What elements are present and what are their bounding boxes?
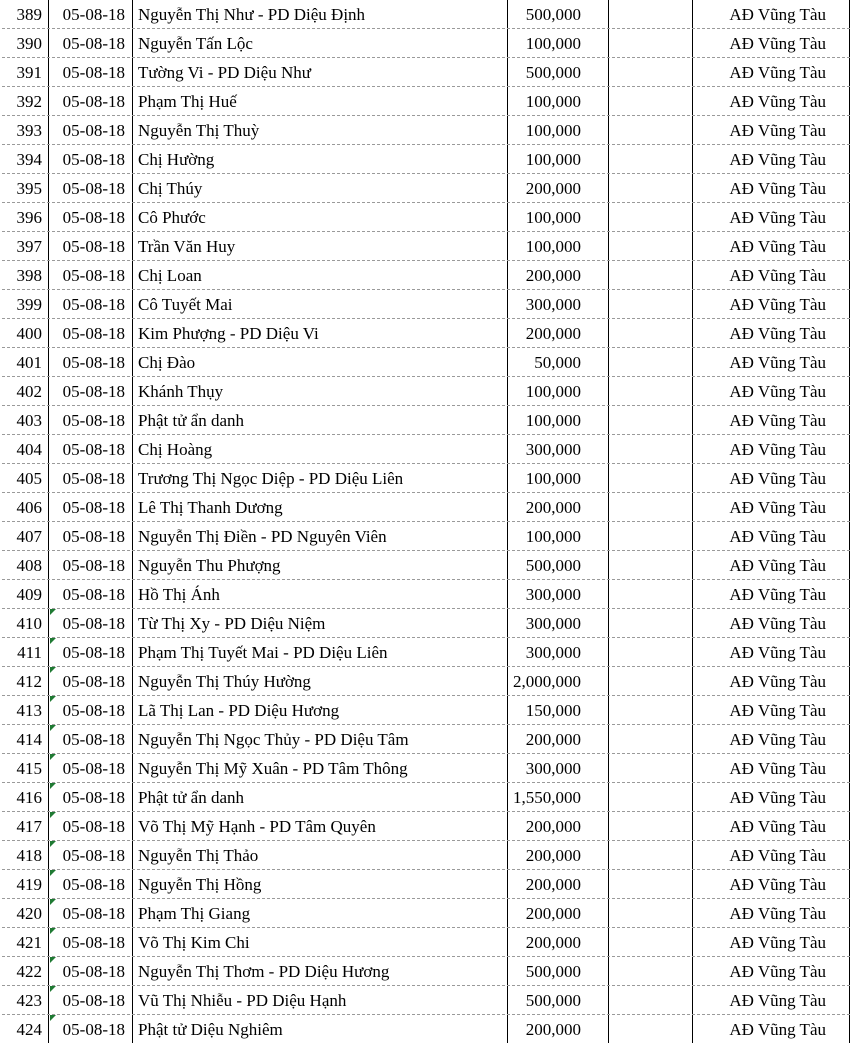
date-cell[interactable]: 05-08-18 — [50, 348, 133, 376]
row-number-cell[interactable]: 424 — [2, 1015, 49, 1043]
table-row — [2, 870, 850, 899]
empty-cell[interactable] — [610, 58, 693, 86]
amount-cell[interactable]: 100,000 — [509, 203, 609, 231]
table-row — [2, 435, 850, 464]
donor-name-cell[interactable]: Nguyễn Thị Mỹ Xuân - PD Tâm Thông — [134, 754, 508, 782]
date-cell[interactable]: 05-08-18 — [50, 812, 133, 840]
date-cell[interactable]: 05-08-18 — [50, 1015, 133, 1043]
empty-cell[interactable] — [610, 812, 693, 840]
date-cell[interactable]: 05-08-18 — [50, 203, 133, 231]
table-row — [2, 957, 850, 986]
empty-cell[interactable] — [610, 580, 693, 608]
donor-name-cell[interactable]: Trần Văn Huy — [134, 232, 508, 260]
donor-name-cell[interactable]: Nguyễn Thị Thúy Hường — [134, 667, 508, 695]
donor-name-cell[interactable]: Cô Tuyết Mai — [134, 290, 508, 318]
amount-cell[interactable]: 100,000 — [509, 377, 609, 405]
table-row — [2, 580, 850, 609]
date-cell[interactable]: 05-08-18 — [50, 435, 133, 463]
empty-cell[interactable] — [610, 928, 693, 956]
table-row — [2, 319, 850, 348]
source-cell[interactable]: AĐ Vũng Tàu — [694, 928, 850, 956]
empty-cell[interactable] — [610, 348, 693, 376]
row-number-cell[interactable]: 422 — [2, 957, 49, 985]
source-cell[interactable]: AĐ Vũng Tàu — [694, 377, 850, 405]
comment-indicator — [50, 899, 56, 905]
comment-indicator — [50, 928, 56, 934]
table-row — [2, 0, 850, 29]
row-number-cell[interactable]: 400 — [2, 319, 49, 347]
amount-cell[interactable]: 100,000 — [509, 29, 609, 57]
donor-name-cell[interactable]: Nguyễn Thu Phượng — [134, 551, 508, 579]
row-number-cell[interactable]: 395 — [2, 174, 49, 202]
amount-cell[interactable]: 500,000 — [509, 986, 609, 1014]
empty-cell[interactable] — [610, 406, 693, 434]
comment-indicator — [50, 667, 56, 673]
empty-cell[interactable] — [610, 783, 693, 811]
amount-cell[interactable]: 200,000 — [509, 1015, 609, 1043]
empty-cell[interactable] — [610, 841, 693, 869]
date-cell[interactable]: 05-08-18 — [50, 261, 133, 289]
empty-cell[interactable] — [610, 116, 693, 144]
comment-indicator — [50, 812, 56, 818]
amount-cell[interactable]: 200,000 — [509, 812, 609, 840]
empty-cell[interactable] — [610, 87, 693, 115]
date-cell[interactable]: 05-08-18 — [50, 986, 133, 1014]
table-row — [2, 551, 850, 580]
row-number-cell[interactable]: 413 — [2, 696, 49, 724]
donor-name-cell[interactable]: Nguyễn Tấn Lộc — [134, 29, 508, 57]
date-cell[interactable]: 05-08-18 — [50, 493, 133, 521]
row-number-cell[interactable]: 393 — [2, 116, 49, 144]
source-cell[interactable]: AĐ Vũng Tàu — [694, 348, 850, 376]
table-row — [2, 667, 850, 696]
row-number-cell[interactable]: 389 — [2, 0, 49, 28]
source-cell[interactable]: AĐ Vũng Tàu — [694, 203, 850, 231]
source-cell[interactable]: AĐ Vũng Tàu — [694, 29, 850, 57]
table-row — [2, 725, 850, 754]
empty-cell[interactable] — [610, 290, 693, 318]
donor-name-cell[interactable]: Chị Thúy — [134, 174, 508, 202]
empty-cell[interactable] — [610, 0, 693, 28]
row-number-cell[interactable]: 399 — [2, 290, 49, 318]
row-number-cell[interactable]: 394 — [2, 145, 49, 173]
amount-cell[interactable]: 100,000 — [509, 464, 609, 492]
source-cell[interactable]: AĐ Vũng Tàu — [694, 406, 850, 434]
table-row — [2, 232, 850, 261]
source-cell[interactable]: AĐ Vũng Tàu — [694, 783, 850, 811]
date-cell[interactable]: 05-08-18 — [50, 725, 133, 753]
donor-name-cell[interactable]: Vũ Thị Nhiễu - PD Diệu Hạnh — [134, 986, 508, 1014]
date-cell[interactable]: 05-08-18 — [50, 174, 133, 202]
donor-name-cell[interactable]: Võ Thị Kim Chi — [134, 928, 508, 956]
table-row — [2, 522, 850, 551]
row-number-cell[interactable]: 392 — [2, 87, 49, 115]
amount-cell[interactable]: 300,000 — [509, 435, 609, 463]
table-row — [2, 261, 850, 290]
table-row — [2, 377, 850, 406]
source-cell[interactable]: AĐ Vũng Tàu — [694, 725, 850, 753]
row-number-cell[interactable]: 417 — [2, 812, 49, 840]
empty-cell[interactable] — [610, 464, 693, 492]
empty-cell[interactable] — [610, 174, 693, 202]
donor-name-cell[interactable]: Hồ Thị Ánh — [134, 580, 508, 608]
donor-name-cell[interactable]: Phạm Thị Huế — [134, 87, 508, 115]
table-row — [2, 928, 850, 957]
date-cell[interactable]: 05-08-18 — [50, 609, 133, 637]
comment-indicator — [50, 841, 56, 847]
row-number-cell[interactable]: 396 — [2, 203, 49, 231]
empty-cell[interactable] — [610, 232, 693, 260]
comment-indicator — [50, 986, 56, 992]
table-row — [2, 986, 850, 1015]
row-number-cell[interactable]: 418 — [2, 841, 49, 869]
date-cell[interactable]: 05-08-18 — [50, 232, 133, 260]
empty-cell[interactable] — [610, 667, 693, 695]
source-cell[interactable]: AĐ Vũng Tàu — [694, 1015, 850, 1043]
row-number-cell[interactable]: 390 — [2, 29, 49, 57]
amount-cell[interactable]: 500,000 — [509, 551, 609, 579]
date-cell[interactable]: 05-08-18 — [50, 841, 133, 869]
donor-name-cell[interactable]: Chị Hường — [134, 145, 508, 173]
source-cell[interactable]: AĐ Vũng Tàu — [694, 319, 850, 347]
source-cell[interactable]: AĐ Vũng Tàu — [694, 609, 850, 637]
source-cell[interactable]: AĐ Vũng Tàu — [694, 957, 850, 985]
row-number-cell[interactable]: 409 — [2, 580, 49, 608]
empty-cell[interactable] — [610, 870, 693, 898]
table-row — [2, 783, 850, 812]
donor-name-cell[interactable]: Nguyễn Thị Ngọc Thủy - PD Diệu Tâm — [134, 725, 508, 753]
amount-cell[interactable]: 50,000 — [509, 348, 609, 376]
table-row — [2, 290, 850, 319]
empty-cell[interactable] — [610, 522, 693, 550]
source-cell[interactable]: AĐ Vũng Tàu — [694, 754, 850, 782]
table-row — [2, 812, 850, 841]
table-row — [2, 841, 850, 870]
row-number-cell[interactable]: 402 — [2, 377, 49, 405]
amount-cell[interactable]: 200,000 — [509, 870, 609, 898]
amount-cell[interactable]: 200,000 — [509, 841, 609, 869]
table-row — [2, 58, 850, 87]
row-number-cell[interactable]: 404 — [2, 435, 49, 463]
empty-cell[interactable] — [610, 957, 693, 985]
source-cell[interactable]: AĐ Vũng Tàu — [694, 812, 850, 840]
amount-cell[interactable]: 100,000 — [509, 406, 609, 434]
empty-cell[interactable] — [610, 696, 693, 724]
empty-cell[interactable] — [610, 29, 693, 57]
date-cell[interactable]: 05-08-18 — [50, 580, 133, 608]
comment-indicator — [50, 1015, 56, 1021]
source-cell[interactable]: AĐ Vũng Tàu — [694, 493, 850, 521]
donor-name-cell[interactable]: Từ Thị Xy - PD Diệu Niệm — [134, 609, 508, 637]
row-number-cell[interactable]: 420 — [2, 899, 49, 927]
date-cell[interactable]: 05-08-18 — [50, 899, 133, 927]
date-cell[interactable]: 05-08-18 — [50, 754, 133, 782]
comment-indicator — [50, 696, 56, 702]
donation-table — [2, 0, 850, 1043]
empty-cell[interactable] — [610, 754, 693, 782]
empty-cell[interactable] — [610, 638, 693, 666]
donor-name-cell[interactable]: Phạm Thị Giang — [134, 899, 508, 927]
amount-cell[interactable]: 200,000 — [509, 493, 609, 521]
date-cell[interactable]: 05-08-18 — [50, 87, 133, 115]
donor-name-cell[interactable]: Kim Phượng - PD Diệu Vi — [134, 319, 508, 347]
amount-cell[interactable]: 100,000 — [509, 116, 609, 144]
table-row — [2, 1015, 850, 1043]
table-row — [2, 696, 850, 725]
empty-cell[interactable] — [610, 986, 693, 1014]
row-number-cell[interactable]: 410 — [2, 609, 49, 637]
amount-cell[interactable]: 300,000 — [509, 290, 609, 318]
date-cell[interactable]: 05-08-18 — [50, 406, 133, 434]
amount-cell[interactable]: 100,000 — [509, 232, 609, 260]
date-cell[interactable]: 05-08-18 — [50, 377, 133, 405]
amount-cell[interactable]: 100,000 — [509, 522, 609, 550]
row-number-cell[interactable]: 405 — [2, 464, 49, 492]
table-row — [2, 116, 850, 145]
table-row — [2, 174, 850, 203]
donor-name-cell[interactable]: Nguyễn Thị Thảo — [134, 841, 508, 869]
date-cell[interactable]: 05-08-18 — [50, 29, 133, 57]
row-number-cell[interactable]: 414 — [2, 725, 49, 753]
date-cell[interactable]: 05-08-18 — [50, 551, 133, 579]
amount-cell[interactable]: 300,000 — [509, 580, 609, 608]
source-cell[interactable]: AĐ Vũng Tàu — [694, 116, 850, 144]
row-number-cell[interactable]: 391 — [2, 58, 49, 86]
donor-name-cell[interactable]: Nguyễn Thị Hồng — [134, 870, 508, 898]
empty-cell[interactable] — [610, 203, 693, 231]
source-cell[interactable]: AĐ Vũng Tàu — [694, 522, 850, 550]
row-number-cell[interactable]: 416 — [2, 783, 49, 811]
date-cell[interactable]: 05-08-18 — [50, 522, 133, 550]
comment-indicator — [50, 783, 56, 789]
source-cell[interactable]: AĐ Vũng Tàu — [694, 261, 850, 289]
date-cell[interactable]: 05-08-18 — [50, 638, 133, 666]
empty-cell[interactable] — [610, 1015, 693, 1043]
empty-cell[interactable] — [610, 609, 693, 637]
amount-cell[interactable]: 150,000 — [509, 696, 609, 724]
table-row — [2, 203, 850, 232]
comment-indicator — [50, 725, 56, 731]
comment-indicator — [50, 870, 56, 876]
donor-name-cell[interactable]: Nguyễn Thị Điền - PD Nguyên Viên — [134, 522, 508, 550]
empty-cell[interactable] — [610, 145, 693, 173]
date-cell[interactable]: 05-08-18 — [50, 464, 133, 492]
table-row — [2, 899, 850, 928]
amount-cell[interactable]: 500,000 — [509, 957, 609, 985]
donor-name-cell[interactable]: Lê Thị Thanh Dương — [134, 493, 508, 521]
donor-name-cell[interactable]: Võ Thị Mỹ Hạnh - PD Tâm Quyên — [134, 812, 508, 840]
row-number-cell[interactable]: 421 — [2, 928, 49, 956]
source-cell[interactable]: AĐ Vũng Tàu — [694, 551, 850, 579]
date-cell[interactable]: 05-08-18 — [50, 145, 133, 173]
source-cell[interactable]: AĐ Vũng Tàu — [694, 841, 850, 869]
source-cell[interactable]: AĐ Vũng Tàu — [694, 290, 850, 318]
table-row — [2, 348, 850, 377]
amount-cell[interactable]: 500,000 — [509, 58, 609, 86]
source-cell[interactable]: AĐ Vũng Tàu — [694, 0, 850, 28]
amount-cell[interactable]: 200,000 — [509, 899, 609, 927]
donor-name-cell[interactable]: Phạm Thị Tuyết Mai - PD Diệu Liên — [134, 638, 508, 666]
amount-cell[interactable]: 200,000 — [509, 928, 609, 956]
donor-name-cell[interactable]: Trương Thị Ngọc Diệp - PD Diệu Liên — [134, 464, 508, 492]
donor-name-cell[interactable]: Nguyễn Thị Thuỳ — [134, 116, 508, 144]
date-cell[interactable]: 05-08-18 — [50, 319, 133, 347]
donor-name-cell[interactable]: Chị Đào — [134, 348, 508, 376]
empty-cell[interactable] — [610, 551, 693, 579]
date-cell[interactable]: 05-08-18 — [50, 0, 133, 28]
donor-name-cell[interactable]: Chị Hoàng — [134, 435, 508, 463]
source-cell[interactable]: AĐ Vũng Tàu — [694, 145, 850, 173]
donor-name-cell[interactable]: Nguyễn Thị Thơm - PD Diệu Hương — [134, 957, 508, 985]
amount-cell[interactable]: 500,000 — [509, 0, 609, 28]
date-cell[interactable]: 05-08-18 — [50, 290, 133, 318]
source-cell[interactable]: AĐ Vũng Tàu — [694, 232, 850, 260]
comment-indicator — [50, 754, 56, 760]
donor-name-cell[interactable]: Phật tử ẩn danh — [134, 783, 508, 811]
date-cell[interactable]: 05-08-18 — [50, 928, 133, 956]
comment-indicator — [50, 957, 56, 963]
table-row — [2, 493, 850, 522]
source-cell[interactable]: AĐ Vũng Tàu — [694, 435, 850, 463]
empty-cell[interactable] — [610, 899, 693, 927]
amount-cell[interactable]: 200,000 — [509, 261, 609, 289]
source-cell[interactable]: AĐ Vũng Tàu — [694, 58, 850, 86]
comment-indicator — [50, 638, 56, 644]
source-cell[interactable]: AĐ Vũng Tàu — [694, 696, 850, 724]
source-cell[interactable]: AĐ Vũng Tàu — [694, 174, 850, 202]
donor-name-cell[interactable]: Khánh Thụy — [134, 377, 508, 405]
source-cell[interactable]: AĐ Vũng Tàu — [694, 580, 850, 608]
row-number-cell[interactable]: 412 — [2, 667, 49, 695]
amount-cell[interactable]: 300,000 — [509, 609, 609, 637]
table-row — [2, 638, 850, 667]
table-row — [2, 87, 850, 116]
date-cell[interactable]: 05-08-18 — [50, 116, 133, 144]
row-number-cell[interactable]: 411 — [2, 638, 49, 666]
row-number-cell[interactable]: 406 — [2, 493, 49, 521]
donor-name-cell[interactable]: Phật tử Diệu Nghiêm — [134, 1015, 508, 1043]
donor-name-cell[interactable]: Nguyễn Thị Như - PD Diệu Định — [134, 0, 508, 28]
date-cell[interactable]: 05-08-18 — [50, 957, 133, 985]
source-cell[interactable]: AĐ Vũng Tàu — [694, 667, 850, 695]
empty-cell[interactable] — [610, 725, 693, 753]
empty-cell[interactable] — [610, 377, 693, 405]
donor-name-cell[interactable]: Cô Phước — [134, 203, 508, 231]
amount-cell[interactable]: 300,000 — [509, 638, 609, 666]
source-cell[interactable]: AĐ Vũng Tàu — [694, 87, 850, 115]
source-cell[interactable]: AĐ Vũng Tàu — [694, 638, 850, 666]
empty-cell[interactable] — [610, 261, 693, 289]
amount-cell[interactable]: 100,000 — [509, 87, 609, 115]
table-row — [2, 145, 850, 174]
date-cell[interactable]: 05-08-18 — [50, 783, 133, 811]
row-number-cell[interactable]: 401 — [2, 348, 49, 376]
amount-cell[interactable]: 200,000 — [509, 174, 609, 202]
table-row — [2, 609, 850, 638]
comment-indicator — [50, 609, 56, 615]
row-number-cell[interactable]: 407 — [2, 522, 49, 550]
source-cell[interactable]: AĐ Vũng Tàu — [694, 870, 850, 898]
row-number-cell[interactable]: 423 — [2, 986, 49, 1014]
row-number-cell[interactable]: 415 — [2, 754, 49, 782]
amount-cell[interactable]: 1,550,000 — [509, 783, 609, 811]
date-cell[interactable]: 05-08-18 — [50, 870, 133, 898]
source-cell[interactable]: AĐ Vũng Tàu — [694, 464, 850, 492]
amount-cell[interactable]: 100,000 — [509, 145, 609, 173]
amount-cell[interactable]: 2,000,000 — [509, 667, 609, 695]
source-cell[interactable]: AĐ Vũng Tàu — [694, 986, 850, 1014]
empty-cell[interactable] — [610, 319, 693, 347]
date-cell[interactable]: 05-08-18 — [50, 667, 133, 695]
donor-name-cell[interactable]: Chị Loan — [134, 261, 508, 289]
donor-name-cell[interactable]: Tường Vi - PD Diệu Như — [134, 58, 508, 86]
date-cell[interactable]: 05-08-18 — [50, 696, 133, 724]
source-cell[interactable]: AĐ Vũng Tàu — [694, 899, 850, 927]
row-number-cell[interactable]: 398 — [2, 261, 49, 289]
amount-cell[interactable]: 200,000 — [509, 319, 609, 347]
table-row — [2, 406, 850, 435]
table-row — [2, 29, 850, 58]
amount-cell[interactable]: 200,000 — [509, 725, 609, 753]
donor-name-cell[interactable]: Lã Thị Lan - PD Diệu Hương — [134, 696, 508, 724]
table-row — [2, 754, 850, 783]
row-number-cell[interactable]: 419 — [2, 870, 49, 898]
date-cell[interactable]: 05-08-18 — [50, 58, 133, 86]
amount-cell[interactable]: 300,000 — [509, 754, 609, 782]
empty-cell[interactable] — [610, 493, 693, 521]
empty-cell[interactable] — [610, 435, 693, 463]
table-row — [2, 464, 850, 493]
row-number-cell[interactable]: 408 — [2, 551, 49, 579]
row-number-cell[interactable]: 397 — [2, 232, 49, 260]
row-number-cell[interactable]: 403 — [2, 406, 49, 434]
donor-name-cell[interactable]: Phật tử ẩn danh — [134, 406, 508, 434]
